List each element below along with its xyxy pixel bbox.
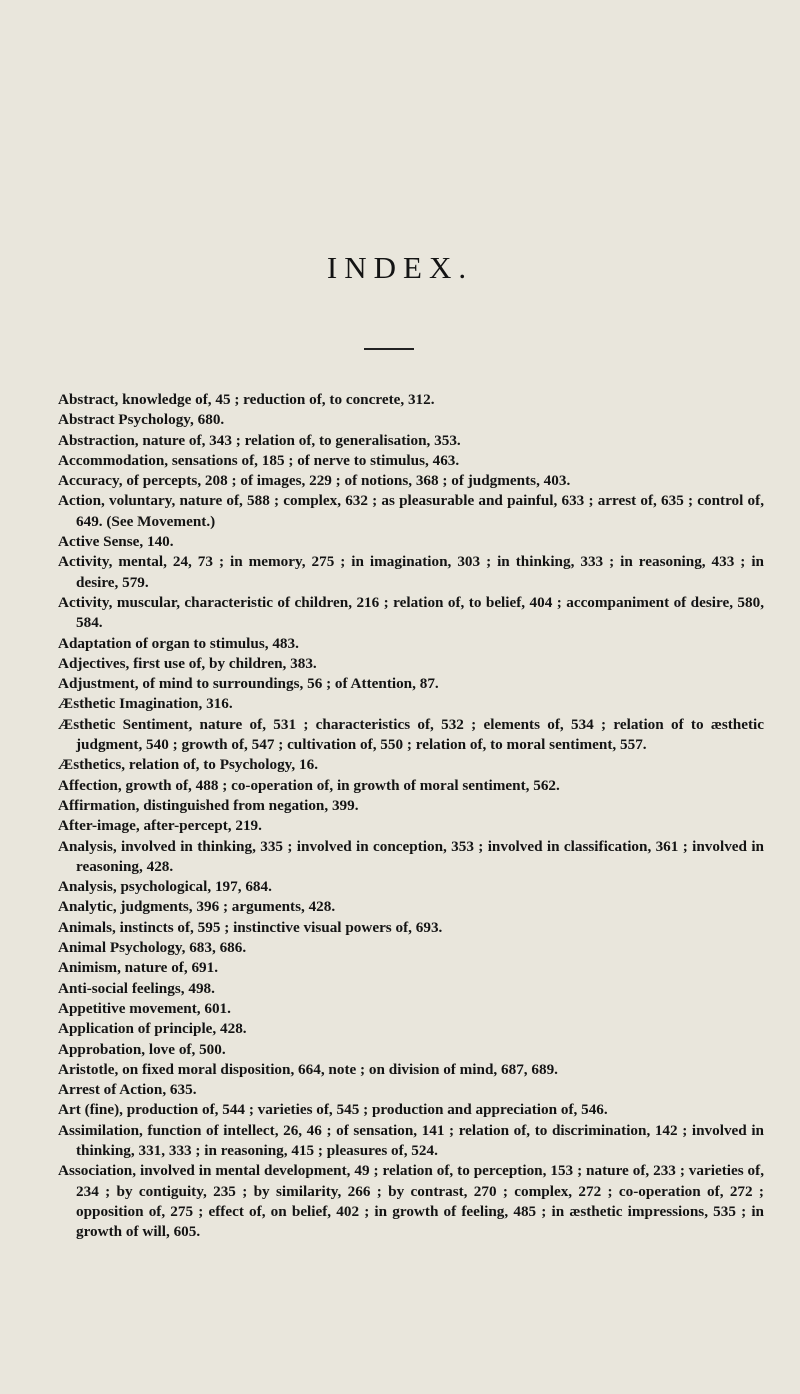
page-title: INDEX.: [326, 250, 474, 285]
index-entry: Abstract Psychology, 680.: [58, 411, 225, 429]
index-entry: Affection, growth of, 488 ; co-operation of, in growth of moral sentiment, 562.: [58, 776, 560, 794]
index-entry: Accuracy, of percepts, 208 ; of images, 229 ; of notions, 368 ; of judgments, 403.: [58, 472, 571, 490]
index-entry: Abstraction, nature of, 343 ; relation of, to generalisation, 353.: [58, 431, 461, 449]
index-entry: Activity, mental, 24, 73 ; in memory, 275 ; in imagination, 303 ; in thinking, 333 ; in reasoning, 433 ; in desire, 579.: [58, 553, 764, 591]
index-entry: Adjectives, first use of, by children, 383.: [58, 654, 317, 672]
index-entry: Animals, instincts of, 595 ; instinctive visual powers of, 693.: [58, 918, 443, 936]
index-entry: Analysis, psychological, 197, 684.: [58, 878, 272, 896]
index-entry: Assimilation, function of intellect, 26, 46 ; of sensation, 141 ; relation of, to discrimination, 142 ; involved in thinking, 331, 333 ; in reasoning, 415 ; pleasures of, 524.: [58, 1121, 764, 1159]
index-entry: Æsthetic Sentiment, nature of, 531 ; characteristics of, 532 ; elements of, 534 ; relation of to æsthetic judgment, 540 ; growth of, 547 ; cultivation of, 550 ; relation of, to moral sentiment, 557.: [58, 715, 764, 754]
index-entry: Accommodation, sensations of, 185 ; of nerve to stimulus, 463.: [58, 451, 460, 469]
index-entry: Æsthetics, relation of, to Psychology, 16.: [58, 756, 318, 774]
index-entry: Art (fine), production of, 544 ; varieties of, 545 ; production and appreciation of, 546.: [58, 1101, 608, 1119]
index-entry: Animal Psychology, 683, 686.: [58, 939, 247, 957]
index-entry: Affirmation, distinguished from negation, 399.: [58, 796, 359, 814]
index-entry: After-image, after-percept, 219.: [58, 817, 262, 835]
index-entry: Analytic, judgments, 396 ; arguments, 428.: [58, 898, 336, 916]
index-entry: Arrest of Action, 635.: [58, 1081, 197, 1099]
index-entry: Adaptation of organ to stimulus, 483.: [58, 634, 299, 652]
index-entry: Application of principle, 428.: [58, 1020, 247, 1038]
index-entry: Association, involved in mental development, 49 ; relation of, to perception, 153 ; nature of, 233 ; varieties of, 234 ; by contiguity, 235 ; by similarity, 266 ; by contrast, 270 ; complex, 272 ; co-operation of, 272 ; opposition of, 275 ; effect of, on belief, 402 ; in growth of feeling, 485 ; in æsthetic impressions, 535 ; in growth of will, 605.: [58, 1162, 764, 1241]
index-entry: Æsthetic Imagination, 316.: [58, 695, 233, 713]
index-entry: Abstract, knowledge of, 45 ; reduction of, to concrete, 312.: [58, 391, 435, 408]
index-entry: Animism, nature of, 691.: [58, 959, 219, 977]
index-entry: Active Sense, 140.: [58, 533, 174, 551]
index-entry: Activity, muscular, characteristic of children, 216 ; relation of, to belief, 404 ; accompaniment of desire, 580, 584.: [58, 593, 764, 632]
index-entry: Aristotle, on fixed moral disposition, 664, note ; on division of mind, 687, 689.: [58, 1060, 558, 1078]
index-entry: Anti-social feelings, 498.: [58, 979, 215, 997]
index-entry: Appetitive movement, 601.: [58, 999, 231, 1017]
index-entry: Adjustment, of mind to surroundings, 56 ; of Attention, 87.: [58, 675, 439, 693]
title-divider: [364, 348, 414, 350]
index-entry: Approbation, love of, 500.: [58, 1040, 226, 1058]
index-entry: Analysis, involved in thinking, 335 ; involved in conception, 353 ; involved in classification, 361 ; involved in reasoning, 428.: [58, 837, 764, 875]
index-entries: [58, 390, 764, 1242]
index-entry: Action, voluntary, nature of, 588 ; complex, 632 ; as pleasurable and painful, 633 ; arrest of, 635 ; control of, 649. (See Movement.): [58, 492, 764, 530]
